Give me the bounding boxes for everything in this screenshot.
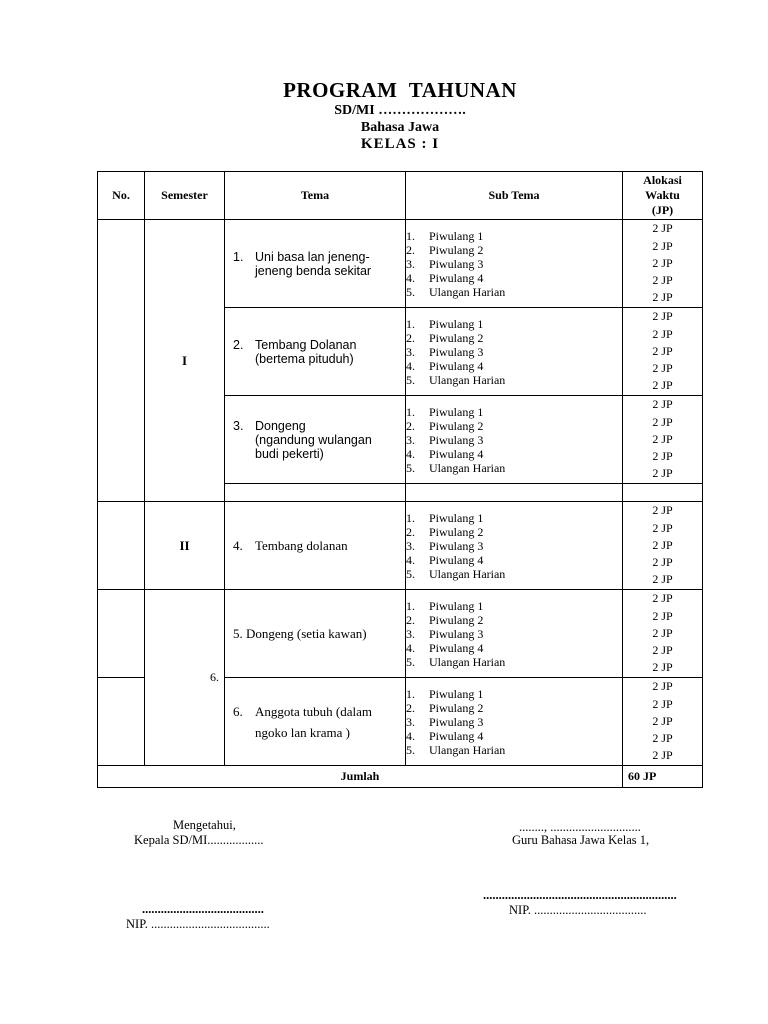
alokasi-value: 2 JP xyxy=(652,361,673,376)
sub-tema-item xyxy=(406,655,622,669)
sub-tema-label: Piwulang 4 xyxy=(429,552,484,567)
alokasi-value: 2 JP xyxy=(652,397,673,412)
sub-tema-number: 2. xyxy=(406,418,415,433)
alokasi-value: 2 JP xyxy=(652,378,673,393)
tema-number: 5. xyxy=(233,626,243,641)
alokasi-value: 2 JP xyxy=(652,273,673,288)
tema-number: 6. xyxy=(233,703,243,719)
sub-tema-label: Piwulang 2 xyxy=(429,418,484,433)
sub-tema-cell xyxy=(406,220,623,308)
tema-cell xyxy=(225,220,406,308)
alokasi-value: 2 JP xyxy=(652,660,673,675)
sub-tema-item xyxy=(406,613,622,627)
program-table xyxy=(97,171,703,788)
sub-tema-label: Piwulang 1 xyxy=(429,404,484,419)
sub-tema-number: 3. xyxy=(406,256,415,271)
sub-tema-label: Ulangan Harian xyxy=(429,460,506,475)
sub-tema-label: Piwulang 2 xyxy=(429,242,484,257)
sub-tema-item xyxy=(406,701,622,715)
alokasi-cell xyxy=(623,308,703,396)
page-title: PROGRAM TAHUNAN xyxy=(283,78,517,102)
sub-tema-label: Piwulang 4 xyxy=(429,358,484,373)
alokasi-value: 2 JP xyxy=(652,608,673,623)
alokasi-value: 2 JP xyxy=(652,309,673,324)
sig-left-name-line: ....................................... xyxy=(142,902,264,916)
sub-tema-label: Piwulang 1 xyxy=(429,228,484,243)
sub-tema-cell xyxy=(406,590,623,678)
sub-tema-label: Piwulang 2 xyxy=(429,524,484,539)
sub-tema-item xyxy=(406,373,622,387)
sub-tema-cell xyxy=(406,502,623,590)
alokasi-value: 2 JP xyxy=(652,466,673,481)
header-alokasi-line: Alokasi xyxy=(643,173,682,187)
sub-tema-item xyxy=(406,553,622,567)
empty-cell xyxy=(225,484,406,502)
tema-cell xyxy=(225,308,406,396)
total-row xyxy=(98,766,703,788)
tema-text: (bertema pituduh) xyxy=(255,351,354,366)
tema-text: Tembang dolanan xyxy=(255,538,348,553)
alokasi-value: 2 JP xyxy=(652,431,673,446)
semester-cell: I xyxy=(145,220,225,502)
sub-tema-number: 4. xyxy=(406,358,415,373)
sub-tema-number: 4. xyxy=(406,446,415,461)
alokasi-value: 2 JP xyxy=(652,221,673,236)
alokasi-cell xyxy=(623,396,703,484)
sub-tema-item xyxy=(406,271,622,285)
sig-left-nip: NIP. ...................................... xyxy=(126,917,270,931)
sub-tema-item xyxy=(406,461,622,475)
alokasi-cell xyxy=(623,678,703,766)
sub-tema-cell xyxy=(406,396,623,484)
sub-tema-label: Piwulang 1 xyxy=(429,510,484,525)
sub-tema-label: Piwulang 3 xyxy=(429,714,484,729)
tema-cell xyxy=(225,678,406,766)
sub-tema-item xyxy=(406,599,622,613)
header-semester: Semester xyxy=(145,172,225,220)
sub-tema-number: 5. xyxy=(406,284,415,299)
sub-tema-item xyxy=(406,447,622,461)
sub-tema-label: Piwulang 4 xyxy=(429,446,484,461)
sub-tema-number: 2. xyxy=(406,524,415,539)
alokasi-value: 2 JP xyxy=(652,255,673,270)
sub-tema-label: Piwulang 3 xyxy=(429,344,484,359)
sub-tema-label: Piwulang 1 xyxy=(429,316,484,331)
sub-tema-number: 3. xyxy=(406,626,415,641)
sub-tema-cell xyxy=(406,308,623,396)
header-sub-tema: Sub Tema xyxy=(406,172,623,220)
alokasi-value: 2 JP xyxy=(652,326,673,341)
sub-tema-label: Ulangan Harian xyxy=(429,372,506,387)
alokasi-value: 2 JP xyxy=(652,537,673,552)
sub-tema-item xyxy=(406,331,622,345)
tema-text: Tembang Dolanan xyxy=(255,337,357,352)
alokasi-value: 2 JP xyxy=(652,713,673,728)
alokasi-value: 2 JP xyxy=(652,449,673,464)
tema-cell xyxy=(225,590,406,678)
header-alokasi-line: (JP) xyxy=(651,203,674,217)
tema-text: ngoko lan krama ) xyxy=(255,724,350,740)
sub-tema-label: Piwulang 1 xyxy=(429,686,484,701)
sub-tema-number: 5. xyxy=(406,460,415,475)
sub-tema-item xyxy=(406,405,622,419)
alokasi-cell xyxy=(623,502,703,590)
tema-text: jeneng benda sekitar xyxy=(255,263,372,278)
sig-right-name-line: .............................................................. xyxy=(483,888,677,902)
sub-tema-number: 5. xyxy=(406,742,415,757)
sub-tema-number: 5. xyxy=(406,654,415,669)
header-alokasi-line: Waktu xyxy=(645,188,680,202)
tema-text: budi pekerti) xyxy=(255,446,324,461)
tema-text: (ngandung wulangan xyxy=(255,432,372,447)
sub-tema-item xyxy=(406,433,622,447)
sub-tema-label: Piwulang 1 xyxy=(429,598,484,613)
sub-tema-label: Piwulang 3 xyxy=(429,432,484,447)
sub-tema-item xyxy=(406,511,622,525)
sub-tema-number: 4. xyxy=(406,640,415,655)
no-cell xyxy=(98,590,145,678)
tema-text: Dongeng xyxy=(255,418,306,433)
empty-cell xyxy=(623,484,703,502)
semester-cell xyxy=(145,590,225,766)
sub-tema-item xyxy=(406,641,622,655)
jumlah-value: 60 JP xyxy=(623,766,703,788)
sub-tema-item xyxy=(406,627,622,641)
sub-tema-item xyxy=(406,743,622,757)
alokasi-value: 2 JP xyxy=(652,520,673,535)
sub-tema-number: 1. xyxy=(406,686,415,701)
jumlah-label: Jumlah xyxy=(98,766,623,788)
sub-tema-number: 1. xyxy=(406,228,415,243)
sub-tema-number: 2. xyxy=(406,612,415,627)
sub-tema-item xyxy=(406,317,622,331)
sub-tema-number: 2. xyxy=(406,330,415,345)
sub-tema-item xyxy=(406,729,622,743)
table-row xyxy=(98,502,703,590)
table-header-row xyxy=(98,172,703,220)
sub-tema-item xyxy=(406,285,622,299)
sub-tema-label: Piwulang 2 xyxy=(429,330,484,345)
tema-number: 2. xyxy=(233,337,244,352)
class-label: KELAS : I xyxy=(360,136,440,152)
empty-cell xyxy=(406,484,623,502)
sub-tema-label: Ulangan Harian xyxy=(429,284,506,299)
alokasi-cell xyxy=(623,590,703,678)
tema-cell xyxy=(225,396,406,484)
sub-tema-number: 1. xyxy=(406,316,415,331)
sig-right-nip: NIP. .................................... xyxy=(509,903,647,917)
header-no: No. xyxy=(98,172,145,220)
sub-tema-item xyxy=(406,419,622,433)
subject-name: Bahasa Jawa xyxy=(360,120,440,135)
sub-tema-number: 3. xyxy=(406,344,415,359)
sub-tema-label: Ulangan Harian xyxy=(429,654,506,669)
sub-tema-label: Piwulang 3 xyxy=(429,626,484,641)
alokasi-value: 2 JP xyxy=(652,555,673,570)
sub-tema-label: Piwulang 2 xyxy=(429,700,484,715)
sub-tema-item xyxy=(406,715,622,729)
tema-text: Uni basa lan jeneng- xyxy=(255,249,370,264)
semester-cell: II xyxy=(145,502,225,590)
tema-number: 4. xyxy=(233,538,243,553)
table-row xyxy=(98,220,703,308)
row-marker: 6. xyxy=(210,670,219,684)
tema-text: Anggota tubuh (dalam xyxy=(255,703,372,719)
sub-tema-item xyxy=(406,359,622,373)
tema-cell xyxy=(225,502,406,590)
alokasi-value: 2 JP xyxy=(652,572,673,587)
alokasi-value: 2 JP xyxy=(652,503,673,518)
alokasi-value: 2 JP xyxy=(652,625,673,640)
alokasi-value: 2 JP xyxy=(652,679,673,694)
sub-tema-number: 3. xyxy=(406,538,415,553)
sub-tema-label: Ulangan Harian xyxy=(429,742,506,757)
sub-tema-label: Piwulang 2 xyxy=(429,612,484,627)
sub-tema-label: Piwulang 4 xyxy=(429,640,484,655)
sig-left-line1: Mengetahui, xyxy=(173,818,236,832)
alokasi-value: 2 JP xyxy=(652,343,673,358)
tema-text: Dongeng (setia kawan) xyxy=(246,626,367,641)
alokasi-value: 2 JP xyxy=(652,414,673,429)
sub-tema-label: Piwulang 3 xyxy=(429,538,484,553)
no-cell xyxy=(98,220,145,502)
tema-number: 3. xyxy=(233,418,244,433)
sub-tema-number: 3. xyxy=(406,432,415,447)
sub-tema-number: 5. xyxy=(406,372,415,387)
alokasi-value: 2 JP xyxy=(652,643,673,658)
sub-tema-number: 1. xyxy=(406,404,415,419)
sub-tema-label: Piwulang 4 xyxy=(429,270,484,285)
sub-tema-number: 3. xyxy=(406,714,415,729)
alokasi-value: 2 JP xyxy=(652,238,673,253)
alokasi-value: 2 JP xyxy=(652,748,673,763)
sub-tema-item xyxy=(406,257,622,271)
alokasi-value: 2 JP xyxy=(652,591,673,606)
sub-tema-item xyxy=(406,539,622,553)
alokasi-cell xyxy=(623,220,703,308)
sub-tema-number: 1. xyxy=(406,510,415,525)
sub-tema-item xyxy=(406,567,622,581)
alokasi-value: 2 JP xyxy=(652,696,673,711)
no-cell xyxy=(98,678,145,766)
no-cell xyxy=(98,502,145,590)
sig-right-line1: ........, ............................. xyxy=(519,820,641,834)
sub-tema-label: Piwulang 3 xyxy=(429,256,484,271)
school-name: SD/MI ………………. xyxy=(334,103,466,118)
alokasi-value: 2 JP xyxy=(652,731,673,746)
header-tema: Tema xyxy=(225,172,406,220)
sub-tema-cell xyxy=(406,678,623,766)
tema-number: 1. xyxy=(233,249,244,264)
sub-tema-item xyxy=(406,229,622,243)
sub-tema-number: 4. xyxy=(406,552,415,567)
alokasi-value: 2 JP xyxy=(652,290,673,305)
sig-right-line2: Guru Bahasa Jawa Kelas 1, xyxy=(512,833,650,847)
sub-tema-number: 5. xyxy=(406,566,415,581)
sub-tema-number: 2. xyxy=(406,700,415,715)
sub-tema-number: 4. xyxy=(406,728,415,743)
sub-tema-number: 4. xyxy=(406,270,415,285)
sub-tema-item xyxy=(406,345,622,359)
sig-left-line2: Kepala SD/MI.................. xyxy=(134,833,264,847)
sub-tema-label: Piwulang 4 xyxy=(429,728,484,743)
table-row xyxy=(98,590,703,678)
sub-tema-label: Ulangan Harian xyxy=(429,566,506,581)
sub-tema-item xyxy=(406,525,622,539)
sub-tema-item xyxy=(406,687,622,701)
sub-tema-number: 2. xyxy=(406,242,415,257)
sub-tema-item xyxy=(406,243,622,257)
sub-tema-number: 1. xyxy=(406,598,415,613)
header-alokasi xyxy=(623,172,703,220)
